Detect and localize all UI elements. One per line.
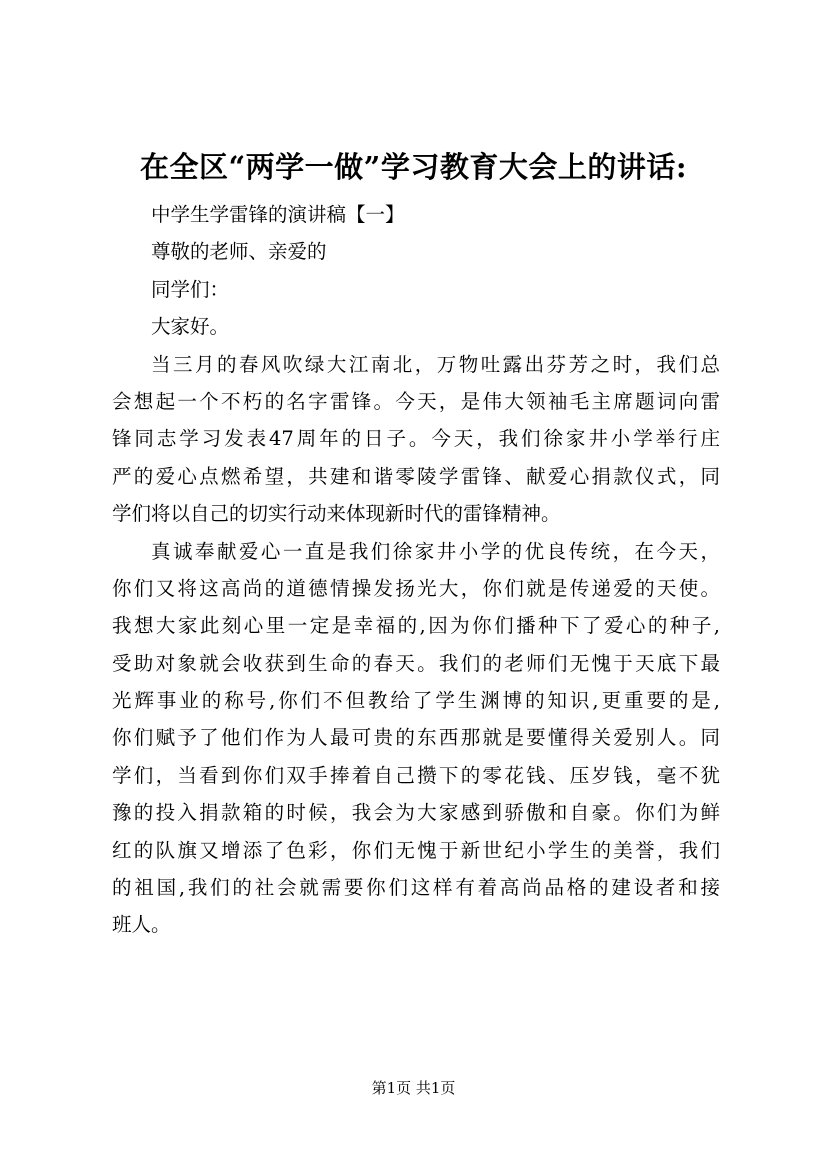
body-line: 我想大家此刻心里一定是幸福的,因为你们播种下了爱心的种子, bbox=[112, 614, 720, 638]
body-line: 真诚奉献爱心一直是我们徐家井小学的优良传统，在今天， bbox=[151, 539, 720, 563]
document-body bbox=[112, 196, 720, 944]
body-line: 学们，当看到你们双手捧着自己攒下的零花钱、压岁钱，毫不犹 bbox=[112, 763, 720, 787]
body-line: 中学生学雷锋的演讲稿【一】 bbox=[151, 203, 405, 226]
page-footer: 第1页 共1页 bbox=[371, 1079, 456, 1097]
body-line: 红的队旗又增添了色彩，你们无愧于新世纪小学生的美誉，我们 bbox=[112, 838, 720, 862]
body-line: 你们又将这高尚的道德情操发扬光大，你们就是传递爱的天使。 bbox=[112, 576, 720, 600]
body-line: 班人。 bbox=[112, 913, 171, 937]
body-line: 豫的投入捐款箱的时候，我会为大家感到骄傲和自豪。你们为鲜 bbox=[112, 801, 720, 825]
body-line: 你们赋予了他们作为人最可贵的东西那就是要懂得关爱别人。同 bbox=[112, 726, 720, 750]
body-line: 严的爱心点燃希望，共建和谐零陵学雷锋、献爱心捐款仪式，同 bbox=[112, 464, 720, 488]
body-line: 同学们： bbox=[151, 277, 230, 301]
body-line: 受助对象就会收获到生命的春天。我们的老师们无愧于天底下最 bbox=[112, 651, 720, 675]
body-line: 锋同志学习发表47周年的日子。今天，我们徐家井小学举行庄 bbox=[112, 427, 720, 451]
body-line: 会想起一个不朽的名字雷锋。今天，是伟大领袖毛主席题词向雷 bbox=[112, 389, 720, 413]
body-line: 学们将以自己的切实行动来体现新时代的雷锋精神。 bbox=[112, 502, 561, 526]
document-title: 在全区“两学一做”学习教育大会上的讲话: bbox=[139, 150, 688, 184]
body-line: 尊敬的老师、亲爱的 bbox=[151, 240, 327, 264]
body-line: 大家好。 bbox=[151, 315, 230, 339]
body-line: 的祖国,我们的社会就需要你们这样有着高尚品格的建设者和接 bbox=[112, 876, 720, 900]
body-line: 光辉事业的称号,你们不但教给了学生渊博的知识,更重要的是, bbox=[112, 689, 720, 713]
body-line: 当三月的春风吹绿大江南北，万物吐露出芬芳之时，我们总 bbox=[151, 352, 720, 376]
